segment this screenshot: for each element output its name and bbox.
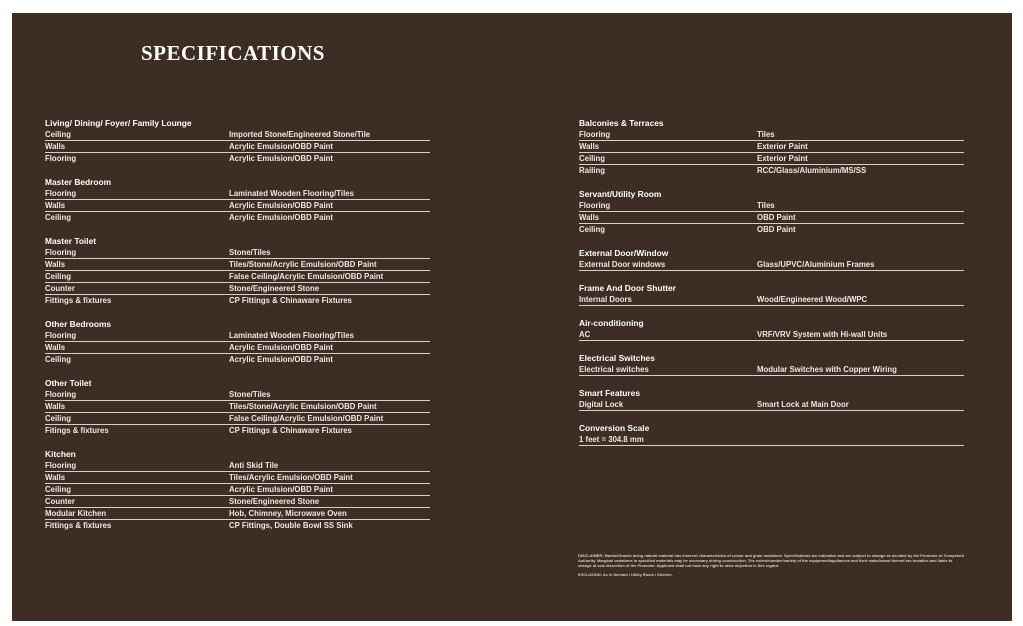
spec-label: Walls xyxy=(45,342,229,354)
spec-row xyxy=(45,188,430,200)
spec-row xyxy=(45,520,430,532)
spec-label: Ceiling xyxy=(45,213,71,222)
spec-label: Flooring xyxy=(45,188,229,200)
spec-row xyxy=(45,472,430,484)
spec-label: Digital Lock xyxy=(579,399,757,411)
spec-label: Ceiling xyxy=(45,129,229,141)
spec-label: Fitings & fixtures xyxy=(45,426,109,435)
spec-row xyxy=(45,247,430,259)
section-title: Balconies & Terraces xyxy=(579,118,664,128)
spec-label: Ceiling xyxy=(45,484,229,496)
spec-label: Walls xyxy=(45,259,229,271)
section-balconies-terraces xyxy=(579,117,964,177)
spec-value: Hob, Chimney, Microwave Oven xyxy=(229,508,430,520)
spec-row xyxy=(579,259,964,271)
spec-value: Tiles/Stone/Acrylic Emulsion/OBD Paint xyxy=(229,259,430,271)
section-title: Master Bedroom xyxy=(45,177,112,187)
spec-label: Walls xyxy=(45,141,229,153)
spec-label: External Door windows xyxy=(579,259,757,271)
spec-label: Walls xyxy=(45,472,229,484)
spec-row xyxy=(579,294,964,306)
spec-value: RCC/Glass/Aluminium/MS/SS xyxy=(757,166,867,175)
spec-row xyxy=(579,364,964,376)
section-title: Conversion Scale xyxy=(579,423,650,433)
section-smart-features xyxy=(579,387,964,411)
spec-label: 1 feet = 304.8 mm xyxy=(579,434,757,446)
spec-label: Flooring xyxy=(45,460,229,472)
spec-value: Acrylic Emulsion/OBD Paint xyxy=(229,342,430,354)
spec-row xyxy=(45,141,430,153)
spec-row xyxy=(579,165,964,177)
spec-row xyxy=(45,389,430,401)
section-title: Other Bedrooms xyxy=(45,319,112,329)
spec-row xyxy=(579,434,964,446)
disclaimer-block xyxy=(578,553,964,581)
spec-row xyxy=(45,401,430,413)
spec-label: Ceiling xyxy=(45,355,71,364)
spec-value: Modular Switches with Copper Wiring xyxy=(757,364,964,376)
section-conversion-scale xyxy=(579,422,964,446)
spec-value: CP Fittings & Chinaware Fixtures xyxy=(229,426,352,435)
spec-value xyxy=(757,434,964,446)
spec-value: VRF/VRV System with Hi-wall Units xyxy=(757,329,964,341)
spec-label: Counter xyxy=(45,283,229,295)
spec-value: Tiles xyxy=(757,129,964,141)
spec-value: Stone/Tiles xyxy=(229,247,430,259)
spec-row xyxy=(45,200,430,212)
section-title: Electrical Switches xyxy=(579,353,655,363)
spec-label: Flooring xyxy=(45,330,229,342)
spec-value: Acrylic Emulsion/OBD Paint xyxy=(229,200,430,212)
spec-row xyxy=(579,212,964,224)
section-other-toilet xyxy=(45,377,430,437)
section-title: Living/ Dining/ Foyer/ Family Lounge xyxy=(45,118,192,128)
spec-value: Tiles xyxy=(757,200,964,212)
exclusion-text: EXCLUSION: Ac in Servant / Utility Room / Kitchen. xyxy=(578,572,673,577)
spec-row xyxy=(45,212,430,224)
spec-row xyxy=(45,460,430,472)
section-title: Frame And Door Shutter xyxy=(579,283,676,293)
spec-value: Glass/UPVC/Aluminium Frames xyxy=(757,259,964,271)
spec-value: Acrylic Emulsion/OBD Paint xyxy=(229,141,430,153)
spec-label: Ceiling xyxy=(45,271,229,283)
spec-value: OBD Paint xyxy=(757,212,964,224)
section-frame-and-door-shutter xyxy=(579,282,964,306)
spec-row xyxy=(579,224,964,236)
specifications-page xyxy=(12,13,1012,621)
spec-row xyxy=(45,354,430,366)
spec-label: Flooring xyxy=(45,247,229,259)
section-title: Servant/Utility Room xyxy=(579,189,662,199)
section-external-door-window xyxy=(579,247,964,271)
spec-value: OBD Paint xyxy=(757,225,796,234)
left-column xyxy=(45,117,430,543)
spec-value: False Ceiling/Acrylic Emulsion/OBD Paint xyxy=(229,413,430,425)
spec-label: Flooring xyxy=(45,389,229,401)
spec-value: False Ceiling/Acrylic Emulsion/OBD Paint xyxy=(229,271,430,283)
spec-value: Imported Stone/Engineered Stone/Tile xyxy=(229,129,430,141)
spec-row xyxy=(45,295,430,307)
spec-row xyxy=(45,496,430,508)
spec-value: Tiles/Stone/Acrylic Emulsion/OBD Paint xyxy=(229,401,430,413)
section-title: Kitchen xyxy=(45,449,76,459)
spec-row xyxy=(45,129,430,141)
section-title: Smart Features xyxy=(579,388,640,398)
spec-row xyxy=(45,283,430,295)
spec-value: Smart Lock at Main Door xyxy=(757,399,964,411)
spec-value: CP Fittings, Double Bowl SS Sink xyxy=(229,521,353,530)
spec-row xyxy=(579,153,964,165)
spec-row xyxy=(45,508,430,520)
section-air-conditioning xyxy=(579,317,964,341)
section-title: Air-conditioning xyxy=(579,318,644,328)
spec-label: Modular Kitchen xyxy=(45,508,229,520)
spec-label: Walls xyxy=(45,200,229,212)
disclaimer-text: DISCLAIMER: Marble/Granite being natural material has inherent characteristics of colour and grain variations. Specifications are indicative and are subject to change as decided by the Promoter or Competent Authority. Marginal variations in specified materials may be necessary during construction. The extent/number/variety of the equipment/appliances and their make/brand thereof are tentative and liable to change at sole discretion of the Promoter. Applicant shall not have any right to raise objection in this regard. xyxy=(578,553,964,568)
section-other-bedrooms xyxy=(45,318,430,366)
spec-row xyxy=(579,129,964,141)
section-servant-utility-room xyxy=(579,188,964,236)
spec-value: Stone/Tiles xyxy=(229,389,430,401)
spec-value: Stone/Engineered Stone xyxy=(229,496,430,508)
spec-value: Laminated Wooden Flooring/Tiles xyxy=(229,188,430,200)
spec-label: Ceiling xyxy=(45,413,229,425)
spec-label: Fittings & fixtures xyxy=(45,296,112,305)
section-electrical-switches xyxy=(579,352,964,376)
spec-value: Stone/Engineered Stone xyxy=(229,283,430,295)
section-master-bedroom xyxy=(45,176,430,224)
spec-row xyxy=(579,329,964,341)
spec-label: Electrical switches xyxy=(579,364,757,376)
section-master-toilet xyxy=(45,235,430,307)
spec-label: Flooring xyxy=(45,154,77,163)
spec-label: Walls xyxy=(579,212,757,224)
spec-row xyxy=(579,141,964,153)
spec-value: Exterior Paint xyxy=(757,141,964,153)
spec-row xyxy=(45,153,430,165)
spec-label: Counter xyxy=(45,496,229,508)
section-kitchen xyxy=(45,448,430,532)
spec-label: Ceiling xyxy=(579,153,757,165)
spec-row xyxy=(45,271,430,283)
spec-value: Acrylic Emulsion/OBD Paint xyxy=(229,355,333,364)
spec-row xyxy=(579,399,964,411)
spec-value: Anti Skid Tile xyxy=(229,460,430,472)
spec-label: Railing xyxy=(579,166,605,175)
spec-label: Ceiling xyxy=(579,225,605,234)
section-title: Master Toilet xyxy=(45,236,97,246)
spec-value: Acrylic Emulsion/OBD Paint xyxy=(229,484,430,496)
spec-value: Acrylic Emulsion/OBD Paint xyxy=(229,213,333,222)
spec-value: Exterior Paint xyxy=(757,153,964,165)
section-title: Other Toilet xyxy=(45,378,92,388)
page-title: SPECIFICATIONS xyxy=(141,41,325,65)
spec-label: Fittings & fixtures xyxy=(45,521,112,530)
spec-row xyxy=(45,330,430,342)
right-column xyxy=(579,117,964,457)
spec-value: CP Fittings & Chinaware Fixtures xyxy=(229,296,352,305)
spec-value: Acrylic Emulsion/OBD Paint xyxy=(229,154,333,163)
spec-row xyxy=(45,259,430,271)
spec-label: AC xyxy=(579,329,757,341)
spec-row xyxy=(45,342,430,354)
spec-row xyxy=(45,484,430,496)
spec-label: Walls xyxy=(579,141,757,153)
spec-row xyxy=(45,413,430,425)
section-title: External Door/Window xyxy=(579,248,669,258)
spec-label: Flooring xyxy=(579,200,757,212)
spec-value: Laminated Wooden Flooring/Tiles xyxy=(229,330,430,342)
spec-row xyxy=(579,200,964,212)
section-living-dining-foyer-family-lounge xyxy=(45,117,430,165)
spec-row xyxy=(45,425,430,437)
spec-label: Walls xyxy=(45,401,229,413)
spec-label: Flooring xyxy=(579,129,757,141)
spec-value: Wood/Engineered Wood/WPC xyxy=(757,294,964,306)
spec-value: Tiles/Acrylic Emulsion/OBD Paint xyxy=(229,472,430,484)
spec-label: Internal Doors xyxy=(579,294,757,306)
